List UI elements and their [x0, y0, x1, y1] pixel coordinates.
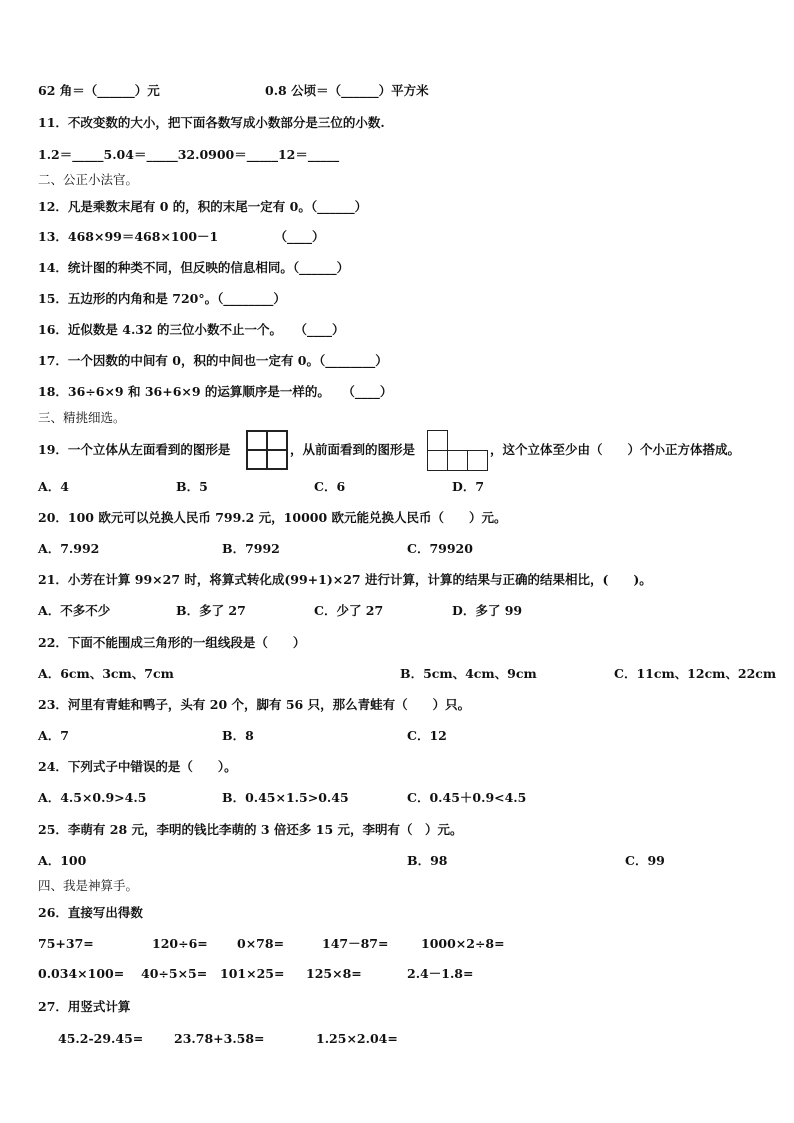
q23-stem: 23．河里有青蛙和鸭子，头有 20 个，脚有 56 只，那么青蛙有（ ）只。	[38, 697, 471, 712]
section-4-heading: 四、我是神算手。	[38, 878, 139, 893]
q21-option-b: B．多了 27	[176, 603, 246, 618]
q19-option-d: D．7	[452, 479, 485, 494]
q14-statement: 14．统计图的种类不同，但反映的信息相同。（______）	[38, 260, 350, 275]
q26-item: 0×78=	[237, 936, 285, 951]
q16-statement: 16．近似数是 4.32 的三位小数不止一个。 （____）	[38, 322, 345, 337]
q25-option-b: B．98	[407, 853, 448, 868]
q25-option-a: A．100	[38, 853, 87, 868]
section-2-heading: 二、公正小法官。	[38, 172, 139, 187]
q22-option-b: B．5cm、4cm、9cm	[400, 666, 537, 681]
q26-stem: 26．直接写出得数	[38, 905, 143, 920]
q21-stem: 21．小芳在计算 99×27 时，将算式转化成(99+1)×27 进行计算，计算的结果与正确的结果相比，( )。	[38, 572, 652, 587]
q11-items: 1.2＝_____5.04＝_____32.0900＝_____12＝_____	[38, 147, 340, 162]
q24-option-a: A．4.5×0.9>4.5	[38, 790, 147, 805]
q18-statement: 18．36÷6×9 和 36+6×9 的运算顺序是一样的。 （____）	[38, 384, 393, 399]
q26-item: 125×8=	[306, 966, 362, 981]
q25-option-c: C．99	[625, 853, 665, 868]
q19-stem-part3: ，这个立体至少由（ ）个小正方体搭成。	[490, 442, 741, 457]
unit-conversion-jiao: 62 角＝（______）元	[38, 83, 160, 98]
q20-option-b: B．7992	[222, 541, 280, 556]
q19-option-a: A．4	[38, 479, 69, 494]
q26-item: 75+37=	[38, 936, 94, 951]
q22-option-a: A．6cm、3cm、7cm	[38, 666, 174, 681]
q26-item: 0.034×100=	[38, 966, 125, 981]
q15-statement: 15．五边形的内角和是 720°。（________）	[38, 291, 286, 306]
q23-option-b: B．8	[222, 728, 254, 743]
q19-option-b: B．5	[176, 479, 208, 494]
q21-option-c: C．少了 27	[314, 603, 384, 618]
q26-item: 1000×2÷8=	[421, 936, 505, 951]
q24-stem: 24．下列式子中错误的是（ ）。	[38, 759, 237, 774]
q26-item: 120÷6=	[152, 936, 208, 951]
q26-item: 147－87=	[322, 936, 389, 951]
left-view-figure	[246, 430, 288, 470]
q17-statement: 17．一个因数的中间有 0，积的中间也一定有 0。（________）	[38, 353, 388, 368]
q20-option-c: C．79920	[407, 541, 473, 556]
q26-item: 40÷5×5=	[141, 966, 208, 981]
q27-item: 1.25×2.04=	[316, 1031, 398, 1046]
q23-option-a: A．7	[38, 728, 69, 743]
q20-stem: 20．100 欧元可以兑换人民币 799.2 元，10000 欧元能兑换人民币（ ）元。	[38, 510, 507, 525]
q19-stem-part1: 19．一个立体从左面看到的图形是	[38, 442, 231, 457]
q19-option-c: C．6	[314, 479, 346, 494]
q26-item: 101×25=	[220, 966, 285, 981]
q27-item: 23.78+3.58=	[174, 1031, 265, 1046]
q11-stem: 11．不改变数的大小，把下面各数写成小数部分是三位的小数.	[38, 115, 385, 130]
q13-statement: 13．468×99＝468×100－1 （____）	[38, 229, 325, 244]
q26-item: 2.4－1.8=	[407, 966, 474, 981]
q21-option-d: D．多了 99	[452, 603, 523, 618]
q19-stem-part2: ，从前面看到的图形是	[290, 442, 416, 457]
q24-option-b: B．0.45×1.5>0.45	[222, 790, 349, 805]
q25-stem: 25．李萌有 28 元，李明的钱比李萌的 3 倍还多 15 元，李明有（ ）元。	[38, 822, 463, 837]
unit-conversion-hectare: 0.8 公顷＝（______）平方米	[265, 83, 429, 98]
front-view-figure	[427, 430, 489, 471]
q20-option-a: A．7.992	[38, 541, 100, 556]
q22-stem: 22．下面不能围成三角形的一组线段是（ ）	[38, 635, 306, 650]
q24-option-c: C．0.45＋0.9<4.5	[407, 790, 527, 805]
q23-option-c: C．12	[407, 728, 447, 743]
q21-option-a: A．不多不少	[38, 603, 111, 618]
section-3-heading: 三、精挑细选。	[38, 410, 126, 425]
q22-option-c: C．11cm、12cm、22cm	[614, 666, 777, 681]
q27-item: 45.2-29.45=	[58, 1031, 144, 1046]
q12-statement: 12．凡是乘数末尾有 0 的，积的末尾一定有 0。（______）	[38, 199, 368, 214]
q27-stem: 27．用竖式计算	[38, 999, 131, 1014]
